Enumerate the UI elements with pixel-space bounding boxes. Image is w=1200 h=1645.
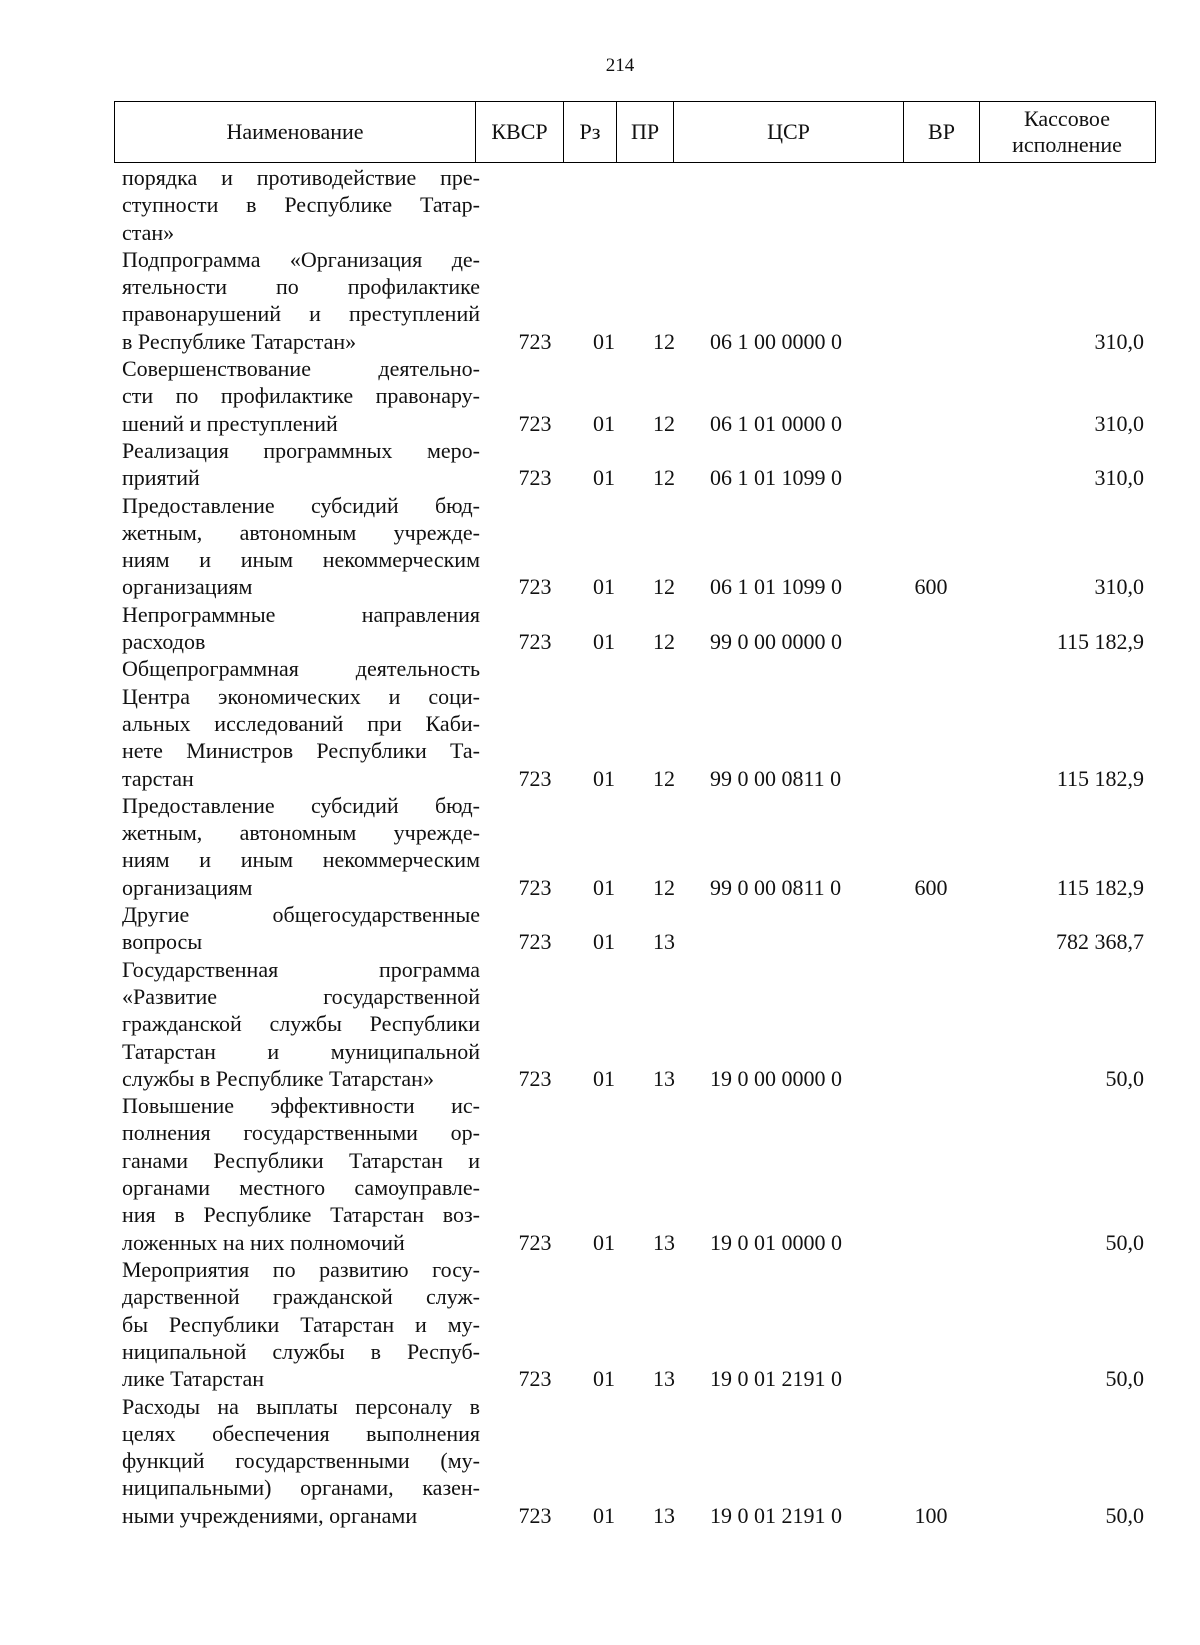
row-rz: 01	[593, 574, 615, 600]
row-name-line: расходов	[122, 629, 206, 655]
row-csr: 99 0 00 0811 0	[710, 765, 842, 791]
page-number: 214	[605, 55, 635, 76]
row-rz: 01	[593, 1502, 615, 1528]
row-kvsr: 723	[518, 1366, 552, 1392]
row-amount: 115 182,9	[1056, 765, 1144, 791]
row-pr: 12	[653, 328, 675, 354]
row-name-line: ными учреждениями, органами	[122, 1502, 418, 1528]
table-row	[0, 355, 1200, 437]
table-row	[0, 792, 1200, 901]
row-kvsr: 723	[518, 874, 552, 900]
row-name-line: бы Республики Татарстан и му-	[122, 1311, 480, 1337]
row-name-line: «Развитие государственной	[122, 983, 480, 1009]
row-name-line: ложенных на них полномочий	[122, 1229, 405, 1255]
row-rz: 01	[593, 929, 615, 955]
row-amount: 310,0	[1094, 328, 1144, 354]
row-name-line: ниям и иным некоммерческим	[122, 847, 480, 873]
row-name	[122, 956, 480, 1092]
header-rz: Рз	[563, 102, 616, 162]
row-kvsr: 723	[518, 765, 552, 791]
row-name	[122, 901, 480, 956]
row-csr: 99 0 00 0811 0	[710, 874, 842, 900]
row-kvsr: 723	[518, 929, 552, 955]
row-vr: 600	[914, 574, 948, 600]
row-name-line: Другие общегосударственные	[122, 902, 480, 928]
row-name-line: лике Татарстан	[122, 1366, 265, 1392]
row-name	[122, 246, 480, 355]
row-name-line: сти по профилактике правонару-	[122, 383, 480, 409]
row-name-line: Предоставление субсидий бюд-	[122, 492, 480, 518]
row-pr: 12	[653, 574, 675, 600]
row-rz: 01	[593, 465, 615, 491]
row-name-line: Реализация программных меро-	[122, 438, 480, 463]
row-amount: 310,0	[1094, 574, 1144, 600]
row-name-line: гражданской службы Республики	[122, 1011, 480, 1037]
row-name-line: организациям	[122, 574, 253, 600]
row-name-line: ниципальными) органами, казен-	[122, 1475, 480, 1501]
row-pr: 12	[653, 765, 675, 791]
row-rz: 01	[593, 874, 615, 900]
row-amount: 115 182,9	[1056, 629, 1144, 655]
row-csr: 19 0 01 2191 0	[710, 1366, 842, 1392]
header-vr: ВР	[903, 102, 979, 162]
row-name-line: ниципальной службы в Респуб-	[122, 1338, 480, 1364]
row-pr: 12	[653, 629, 675, 655]
row-name-line: Повышение эффективности ис-	[122, 1093, 480, 1119]
row-pr: 13	[653, 1229, 675, 1255]
row-name	[122, 492, 480, 601]
row-csr: 19 0 01 0000 0	[710, 1229, 842, 1255]
row-name-line: жетным, автономным учрежде-	[122, 820, 480, 846]
row-pr: 12	[653, 874, 675, 900]
row-pr: 13	[653, 1065, 675, 1091]
table-row	[0, 1256, 1200, 1393]
row-amount: 782 368,7	[1056, 929, 1144, 955]
header-name: Наименование	[226, 119, 364, 144]
table-row	[0, 901, 1200, 956]
row-pr: 12	[653, 410, 675, 436]
row-name-line: Мероприятия по развитию госу-	[122, 1257, 480, 1282]
row-amount: 50,0	[1105, 1366, 1144, 1392]
row-csr: 19 0 01 2191 0	[710, 1502, 842, 1528]
row-amount: 115 182,9	[1056, 874, 1144, 900]
row-name	[122, 1393, 480, 1529]
row-name-line: шений и преступлений	[122, 410, 338, 436]
row-csr: 06 1 00 0000 0	[710, 328, 842, 354]
table-row	[0, 1393, 1200, 1530]
row-rz: 01	[593, 1366, 615, 1392]
header-csr: ЦСР	[673, 102, 903, 162]
row-name-line: Расходы на выплаты персоналу в	[122, 1393, 480, 1419]
row-name-line: органами местного самоуправле-	[122, 1175, 480, 1201]
row-name-line: в Республике Татарстан»	[122, 328, 357, 354]
row-kvsr: 723	[518, 328, 552, 354]
row-name	[122, 601, 480, 656]
row-kvsr: 723	[518, 1065, 552, 1091]
row-rz: 01	[593, 765, 615, 791]
row-name-line: стан»	[122, 219, 175, 245]
row-name-line: дарственной гражданской служ-	[122, 1284, 480, 1310]
row-name-line: ниям и иным некоммерческим	[122, 547, 480, 573]
table-row	[0, 164, 1200, 246]
row-name	[122, 655, 480, 791]
row-name-line: Государственная программа	[122, 956, 480, 982]
row-amount: 310,0	[1094, 465, 1144, 491]
row-amount: 50,0	[1105, 1229, 1144, 1255]
row-name-line: ятельности по профилактике	[122, 274, 480, 300]
row-name-line: целях обеспечения выполнения	[122, 1420, 480, 1446]
row-name-line: функций государственными (му-	[122, 1448, 480, 1474]
row-name-line: Совершенствование деятельно-	[122, 356, 480, 382]
row-rz: 01	[593, 410, 615, 436]
row-name-line: порядка и противодействие пре-	[122, 165, 480, 190]
row-name-line: полнения государственными ор-	[122, 1120, 480, 1146]
row-amount: 310,0	[1094, 410, 1144, 436]
row-kvsr: 723	[518, 629, 552, 655]
row-name-line: ганами Республики Татарстан и	[122, 1147, 480, 1173]
row-csr: 06 1 01 1099 0	[710, 465, 842, 491]
row-name-line: ния в Республике Татарстан воз-	[122, 1202, 480, 1228]
row-kvsr: 723	[518, 410, 552, 436]
row-name-line: приятий	[122, 465, 200, 491]
row-name	[122, 355, 480, 437]
row-kvsr: 723	[518, 574, 552, 600]
row-kvsr: 723	[518, 1502, 552, 1528]
row-name-line: организациям	[122, 874, 253, 900]
row-name	[122, 1092, 480, 1256]
table-row	[0, 492, 1200, 601]
row-pr: 13	[653, 1502, 675, 1528]
row-name-line: Общепрограммная деятельность	[122, 656, 480, 682]
row-csr: 19 0 00 0000 0	[710, 1065, 842, 1091]
table-row	[0, 1092, 1200, 1256]
table-row	[0, 655, 1200, 792]
row-csr: 06 1 01 0000 0	[710, 410, 842, 436]
row-name	[122, 1256, 480, 1392]
row-name-line: тарстан	[122, 765, 194, 791]
table-row	[0, 246, 1200, 355]
row-name-line: Непрограммные направления	[122, 601, 480, 627]
row-name-line: Татарстан и муниципальной	[122, 1038, 480, 1064]
row-name-line: Центра экономических и соци-	[122, 683, 480, 709]
row-name	[122, 164, 480, 246]
row-amount: 50,0	[1105, 1065, 1144, 1091]
row-kvsr: 723	[518, 465, 552, 491]
header-amount: Кассовое исполнение	[979, 102, 1154, 162]
row-csr: 99 0 00 0000 0	[710, 629, 842, 655]
row-amount: 50,0	[1105, 1502, 1144, 1528]
row-kvsr: 723	[518, 1229, 552, 1255]
row-name-line: жетным, автономным учрежде-	[122, 519, 480, 545]
row-vr: 100	[914, 1502, 948, 1528]
row-name-line: службы в Республике Татарстан»	[122, 1065, 434, 1091]
row-name-line: правонарушений и преступлений	[122, 301, 480, 327]
row-name-line: альных исследований при Каби-	[122, 710, 480, 736]
row-rz: 01	[593, 629, 615, 655]
row-pr: 13	[653, 1366, 675, 1392]
row-name	[122, 437, 480, 492]
row-name-line: Предоставление субсидий бюд-	[122, 792, 480, 818]
row-csr: 06 1 01 1099 0	[710, 574, 842, 600]
row-pr: 13	[653, 929, 675, 955]
row-vr: 600	[914, 874, 948, 900]
table-row	[0, 956, 1200, 1093]
row-name	[122, 792, 480, 901]
row-rz: 01	[593, 1229, 615, 1255]
table-header	[114, 101, 1156, 163]
row-name-line: ступности в Республике Татар-	[122, 192, 480, 218]
row-pr: 12	[653, 465, 675, 491]
row-rz: 01	[593, 1065, 615, 1091]
table-row	[0, 601, 1200, 656]
row-name-line: вопросы	[122, 929, 203, 955]
table-row	[0, 437, 1200, 492]
header-kvsr: КВСР	[475, 102, 563, 162]
row-rz: 01	[593, 328, 615, 354]
header-pr: ПР	[616, 102, 673, 162]
row-name-line: Подпрограмма «Организация де-	[122, 246, 480, 272]
row-name-line: нете Министров Республики Та-	[122, 738, 480, 764]
